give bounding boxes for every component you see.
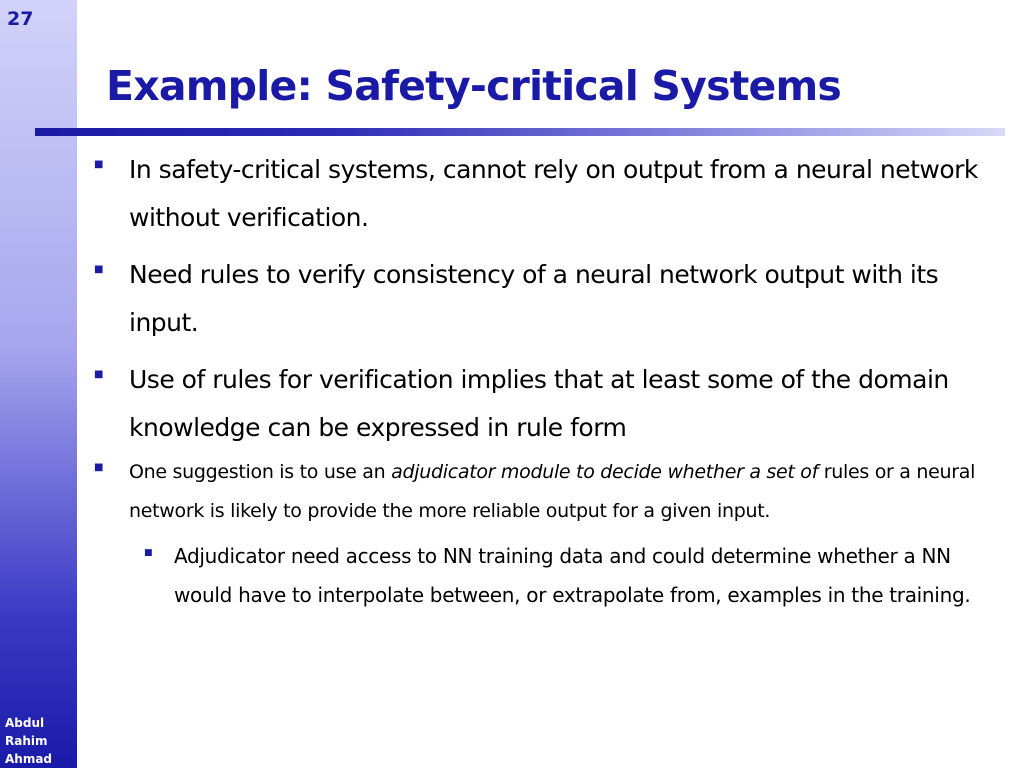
sub-bullet-square-icon: ■ — [144, 548, 153, 558]
author-last-name: Ahmad — [5, 752, 53, 766]
bullet-item — [90, 356, 1005, 452]
bullet-text-plain-end: rules or a neural network is likely to provide the more reliable output for a given input. — [129, 461, 976, 522]
bullet-square-icon: ■ — [94, 264, 103, 275]
bullet-item-small — [90, 453, 1005, 531]
title-underline-rule — [35, 128, 1005, 136]
bullet-square-icon: ■ — [94, 462, 104, 473]
bullet-list — [90, 146, 1005, 615]
bullet-text: Need rules to verify consistency of a neural network output with its input. — [129, 260, 939, 337]
slide-number: 27 — [7, 8, 34, 30]
sidebar-gradient-bar — [0, 0, 77, 768]
sub-bullet-item — [134, 537, 1005, 615]
bullet-item — [90, 146, 1005, 242]
slide-title: Example: Safety-critical Systems — [106, 62, 842, 110]
bullet-text: Use of rules for verification implies that at least some of the domain knowledge can be expressed in rule form — [129, 365, 949, 442]
author-credit — [5, 714, 75, 768]
sub-bullet-text: Adjudicator need access to NN training data and could determine whether a NN would have to interpolate between, or extrapolate from, examples in the training. — [174, 544, 971, 607]
bullet-text-plain: One suggestion is to use an — [129, 461, 392, 483]
bullet-item — [90, 251, 1005, 347]
bullet-square-icon: ■ — [94, 369, 103, 380]
author-middle-name: Rahim — [5, 734, 48, 748]
author-first-name: Abdul — [5, 716, 45, 730]
bullet-square-icon: ■ — [94, 159, 103, 170]
bullet-text: In safety-critical systems, cannot rely on output from a neural network without verification. — [129, 155, 978, 232]
bullet-text-italic: adjudicator module to decide whether a set of — [391, 461, 819, 483]
